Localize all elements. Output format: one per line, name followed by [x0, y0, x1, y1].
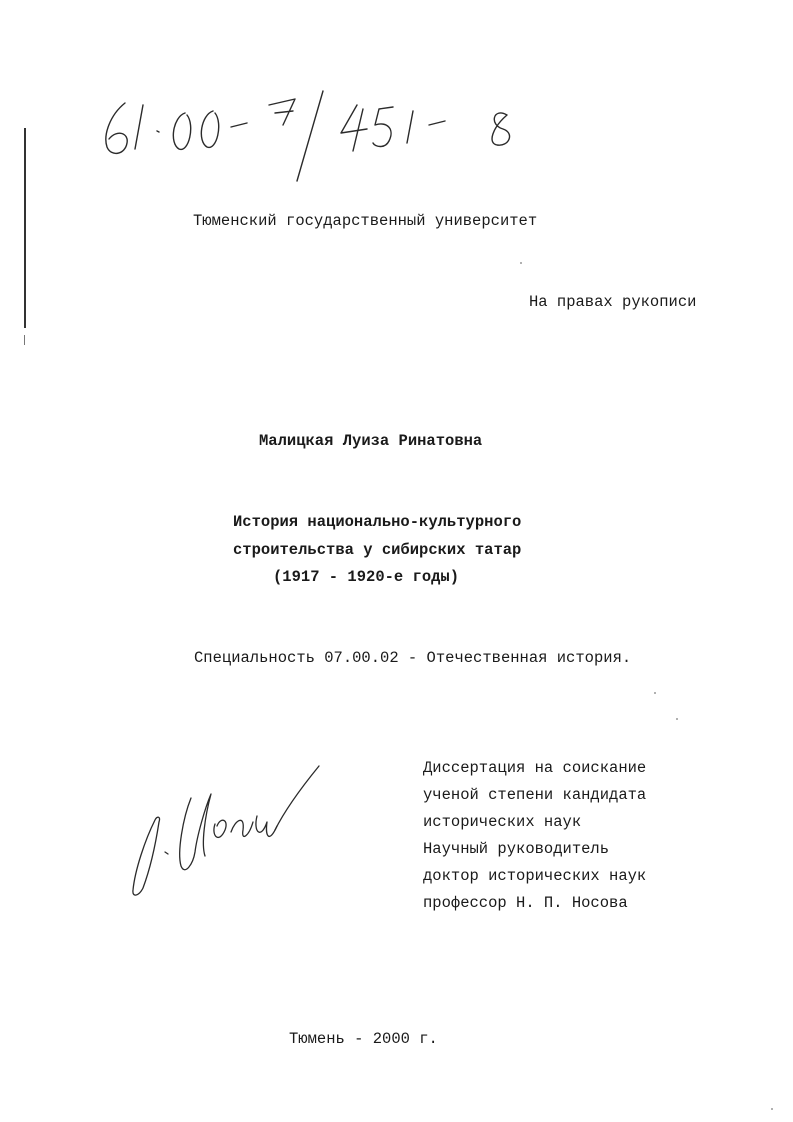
- manuscript-rights-note: На правах рукописи: [529, 293, 697, 311]
- margin-mark: [24, 335, 25, 345]
- dissertation-info-line: профессор Н. П. Носова: [423, 894, 628, 912]
- svg-text:61 · 00 - 7 / 45 1 - 8: 61 · 00 - 7 / 45 1 - 8: [95, 85, 105, 86]
- dissertation-info-line: исторических наук: [423, 813, 582, 831]
- title-line-3: (1917 - 1920-е годы): [273, 568, 460, 586]
- university-name: Тюменский государственный университет: [193, 212, 538, 230]
- scan-speck: [771, 1108, 773, 1110]
- title-line-1: История национально-культурного: [233, 513, 522, 531]
- author-name: Малицкая Луиза Ринатовна: [259, 432, 483, 450]
- dissertation-info-line: Научный руководитель: [423, 840, 610, 858]
- scan-speck: [520, 262, 522, 264]
- handwritten-archive-code: [95, 85, 535, 185]
- dissertation-info-line: ученой степени кандидата: [423, 786, 647, 804]
- specialty-line: Специальность 07.00.02 - Отечественная история.: [194, 649, 632, 667]
- margin-rule: [24, 128, 26, 328]
- title-line-2: строительства у сибирских татар: [233, 541, 522, 559]
- author-signature: [125, 760, 325, 905]
- scan-speck: [676, 718, 678, 720]
- dissertation-info-line: доктор исторических наук: [423, 867, 647, 885]
- dissertation-info-line: Диссертация на соискание: [423, 759, 647, 777]
- place-and-year: Тюмень - 2000 г.: [289, 1030, 438, 1048]
- scan-speck: [654, 692, 656, 694]
